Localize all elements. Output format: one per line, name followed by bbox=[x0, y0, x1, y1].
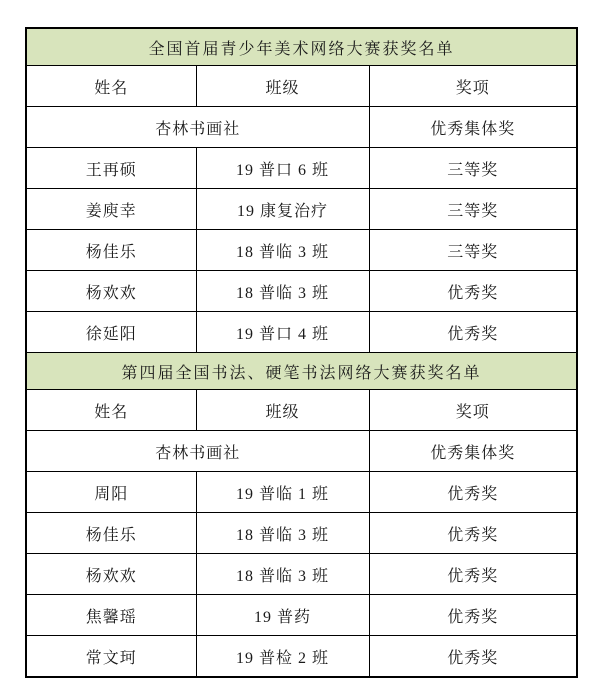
awards-table bbox=[25, 27, 578, 678]
award-cell: 优秀奖 bbox=[369, 472, 577, 513]
class-cell: 19 普口 4 班 bbox=[196, 312, 369, 353]
table-row bbox=[26, 636, 577, 678]
table-row bbox=[26, 513, 577, 554]
table-row bbox=[26, 148, 577, 189]
group-award-row bbox=[26, 431, 577, 472]
group-name-cell: 杏林书画社 bbox=[26, 107, 369, 148]
column-header-row bbox=[26, 390, 577, 431]
column-header-row bbox=[26, 66, 577, 107]
column-header-award: 奖项 bbox=[369, 66, 577, 107]
name-cell: 杨佳乐 bbox=[26, 230, 196, 271]
class-cell: 19 普药 bbox=[196, 595, 369, 636]
class-cell: 19 康复治疗 bbox=[196, 189, 369, 230]
class-cell: 18 普临 3 班 bbox=[196, 271, 369, 312]
award-cell: 三等奖 bbox=[369, 189, 577, 230]
class-cell: 18 普临 3 班 bbox=[196, 230, 369, 271]
class-cell: 19 普临 1 班 bbox=[196, 472, 369, 513]
name-cell: 杨佳乐 bbox=[26, 513, 196, 554]
table-row bbox=[26, 554, 577, 595]
award-cell: 优秀奖 bbox=[369, 595, 577, 636]
section-2-title-row bbox=[26, 353, 577, 390]
class-cell: 19 普检 2 班 bbox=[196, 636, 369, 678]
award-cell: 优秀奖 bbox=[369, 554, 577, 595]
table-row bbox=[26, 271, 577, 312]
group-award-cell: 优秀集体奖 bbox=[369, 431, 577, 472]
award-cell: 优秀奖 bbox=[369, 636, 577, 678]
award-cell: 三等奖 bbox=[369, 148, 577, 189]
section-title: 全国首届青少年美术网络大赛获奖名单 bbox=[26, 28, 577, 66]
name-cell: 王再硕 bbox=[26, 148, 196, 189]
column-header-class: 班级 bbox=[196, 66, 369, 107]
name-cell: 焦馨瑶 bbox=[26, 595, 196, 636]
table-row bbox=[26, 312, 577, 353]
class-cell: 18 普临 3 班 bbox=[196, 554, 369, 595]
group-award-cell: 优秀集体奖 bbox=[369, 107, 577, 148]
name-cell: 徐延阳 bbox=[26, 312, 196, 353]
class-cell: 19 普口 6 班 bbox=[196, 148, 369, 189]
column-header-award: 奖项 bbox=[369, 390, 577, 431]
award-cell: 三等奖 bbox=[369, 230, 577, 271]
table-row bbox=[26, 472, 577, 513]
group-award-row bbox=[26, 107, 577, 148]
group-name-cell: 杏林书画社 bbox=[26, 431, 369, 472]
section-title: 第四届全国书法、硬笔书法网络大赛获奖名单 bbox=[26, 353, 577, 390]
table-row bbox=[26, 230, 577, 271]
award-cell: 优秀奖 bbox=[369, 271, 577, 312]
column-header-name: 姓名 bbox=[26, 390, 196, 431]
section-1-title-row bbox=[26, 28, 577, 66]
name-cell: 杨欢欢 bbox=[26, 271, 196, 312]
name-cell: 常文珂 bbox=[26, 636, 196, 678]
table-row bbox=[26, 189, 577, 230]
name-cell: 杨欢欢 bbox=[26, 554, 196, 595]
award-cell: 优秀奖 bbox=[369, 513, 577, 554]
class-cell: 18 普临 3 班 bbox=[196, 513, 369, 554]
name-cell: 周阳 bbox=[26, 472, 196, 513]
column-header-class: 班级 bbox=[196, 390, 369, 431]
name-cell: 姜庾幸 bbox=[26, 189, 196, 230]
column-header-name: 姓名 bbox=[26, 66, 196, 107]
award-cell: 优秀奖 bbox=[369, 312, 577, 353]
table-row bbox=[26, 595, 577, 636]
